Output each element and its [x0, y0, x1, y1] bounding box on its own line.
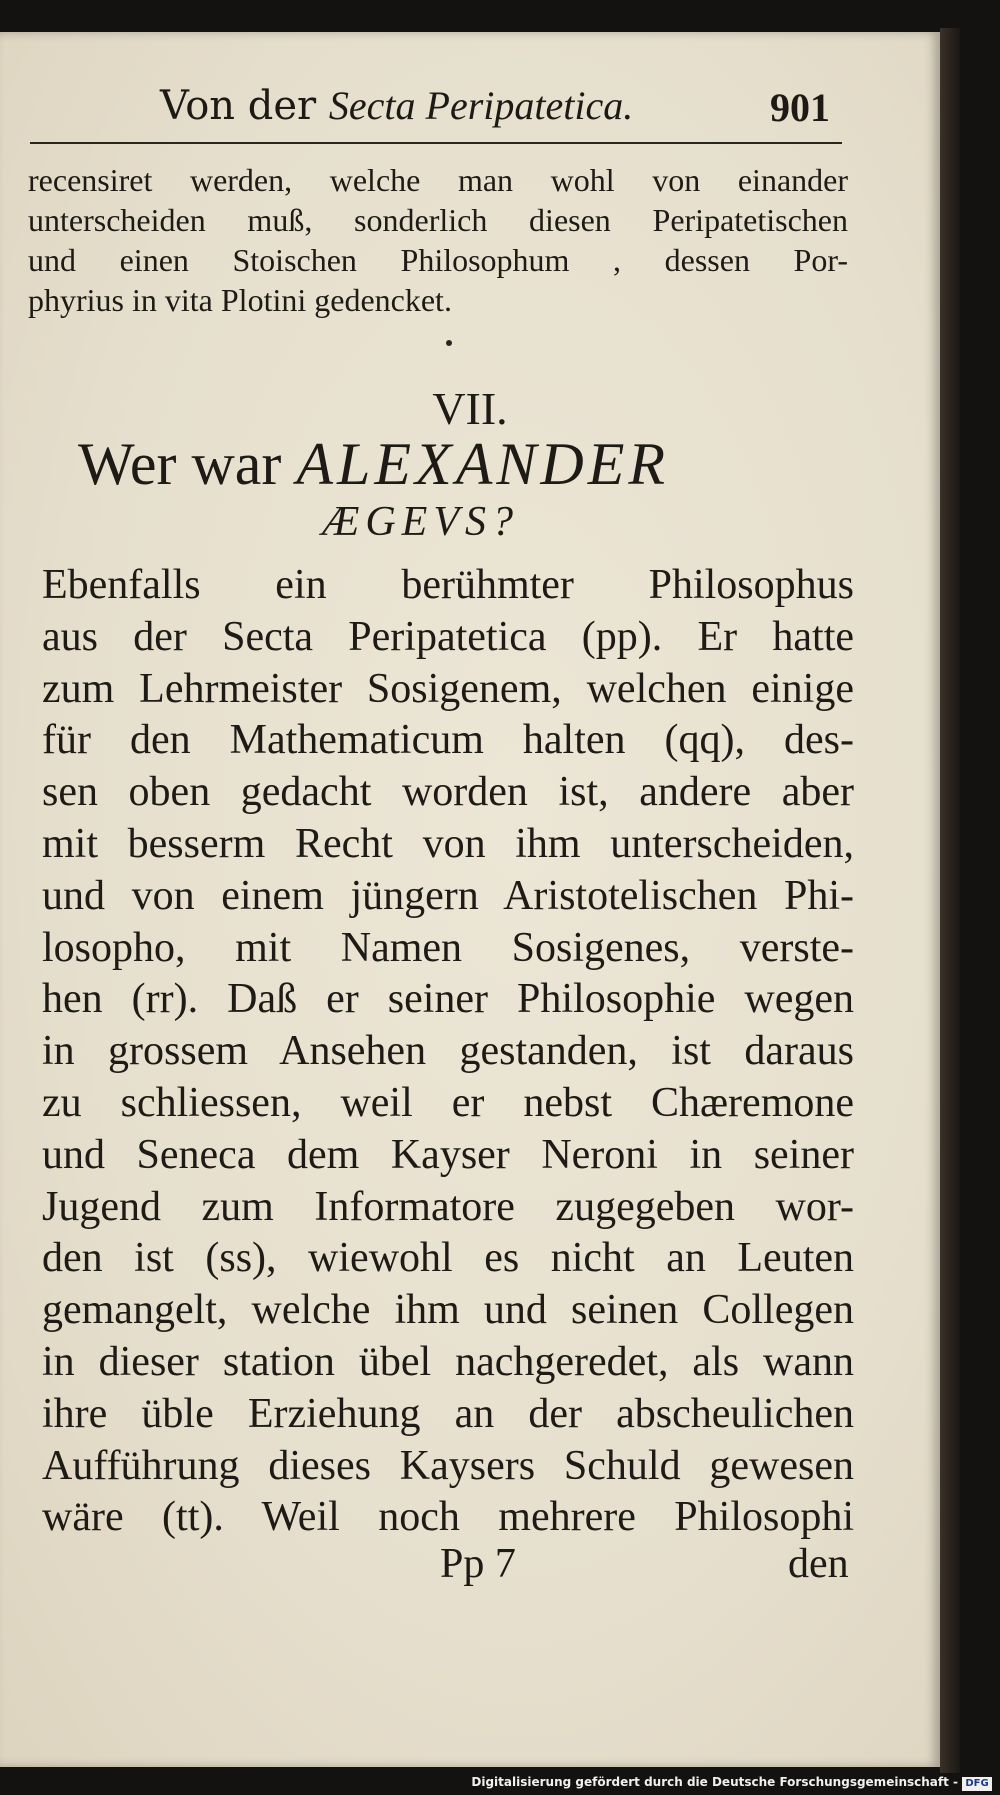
text-line: phyrius in vita Plotini gedencket. — [28, 282, 452, 318]
section-heading-sub: ÆGEVS? — [322, 499, 519, 545]
signature-mark: Pp 7 — [440, 1541, 516, 1587]
dfg-logo: DFG — [962, 1777, 992, 1791]
text-line: den ist (ss), wiewohl es nicht an Leuten — [42, 1235, 854, 1282]
running-head-title-italic: Secta Peripatetica. — [328, 83, 634, 128]
ink-dot — [446, 340, 452, 346]
digitization-credit: Digitalisierung gefördert durch die Deutsche Forschungsgemeinschaft - — [471, 1775, 958, 1789]
section-heading — [78, 430, 669, 499]
text-line: recensiret werden, welche man wohl von einander — [28, 162, 848, 198]
book-spine-edge — [940, 28, 960, 1773]
running-head — [0, 82, 940, 142]
section-number: VII. — [432, 383, 508, 434]
section-heading-name: ALEXANDER — [296, 431, 670, 497]
section-heading-start: Wer war — [78, 431, 297, 497]
text-line: und Seneca dem Kayser Neroni in seiner — [42, 1131, 854, 1178]
text-line: losopho, mit Namen Sosigenes, verste- — [42, 924, 854, 971]
text-line: zum Lehrmeister Sosigenem, welchen einige — [42, 665, 854, 712]
text-line: Jugend zum Informatore zugegeben wor- — [42, 1183, 854, 1230]
running-head-title-start: Von der — [160, 83, 329, 129]
body-paragraph — [42, 560, 854, 1544]
text-line: hen (rr). Daß er seiner Philosophie wegen — [42, 976, 854, 1023]
text-line: und von einem jüngern Aristotelischen Phi- — [42, 872, 854, 919]
text-line: ihre üble Erziehung an der abscheulichen — [42, 1390, 854, 1437]
page-number: 901 — [770, 85, 830, 130]
text-line: für den Mathematicum halten (qq), des- — [42, 717, 854, 764]
text-line: wäre (tt). Weil noch mehrere Philosophi — [42, 1494, 854, 1541]
catchword: den — [788, 1541, 849, 1587]
text-line: in dieser station übel nachgeredet, als wann — [42, 1338, 854, 1385]
text-line: gemangelt, welche ihm und seinen Collegen — [42, 1287, 854, 1334]
text-line: sen oben gedacht worden ist, andere aber — [42, 769, 854, 816]
text-line: mit besserm Recht von ihm unterscheiden, — [42, 820, 854, 867]
text-line: und einen Stoischen Philosophum , dessen Por- — [28, 242, 848, 278]
top-paragraph — [28, 160, 848, 320]
text-line: zu schliessen, weil er nebst Chæremone — [42, 1079, 854, 1126]
text-line: Aufführung dieses Kaysers Schuld gewesen — [42, 1442, 854, 1489]
header-rule — [30, 142, 842, 144]
text-line: Ebenfalls ein berühmter Philosophus — [42, 562, 854, 608]
text-line: unterscheiden muß, sonderlich diesen Peripatetischen — [28, 202, 848, 238]
text-line: in grossem Ansehen gestanden, ist daraus — [42, 1028, 854, 1075]
text-line: aus der Secta Peripatetica (pp). Er hatte — [42, 613, 854, 660]
running-head-title — [160, 82, 633, 129]
